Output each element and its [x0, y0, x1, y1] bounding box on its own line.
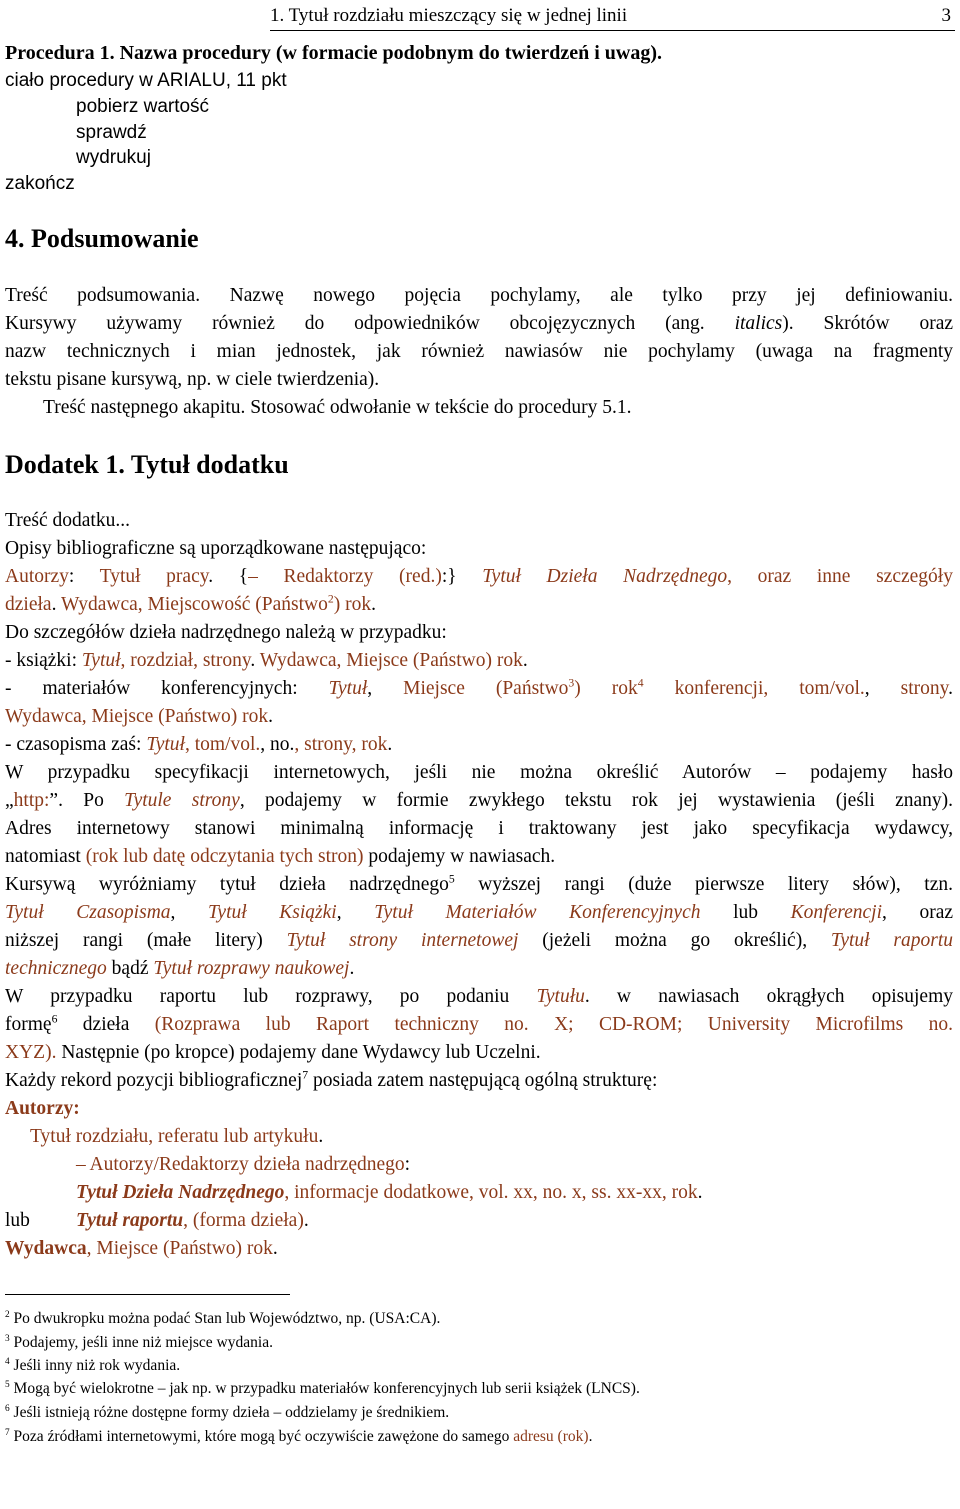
- bib-format-line: dzieła. Wydawca, Miejscowość (Państwo$^2$) rok.: [5, 592, 376, 615]
- appendix-line: W przypadku specyfikacji internetowych, jeśli nie można określić Autorów – podajemy hasło: [5, 762, 953, 783]
- structure-publisher: Wydawca, Miejsce (Państwo) rok.: [5, 1238, 278, 1259]
- footnote: $^5$ Mogą być wielokrotne – jak np. w przypadku materiałów konferencyjnych lub serii książek (LNCS).: [5, 1379, 640, 1397]
- appendix-line: „http:”. Po Tytule strony, podajemy w formie zwykłego tekstu rok jej wystawienia (jeśli znany).: [5, 790, 953, 811]
- footnote: $^4$ Jeśli inny niż rok wydania.: [5, 1356, 181, 1374]
- appendix-line: formę$^6$ dzieła (Rozprawa lub Raport techniczny no. X; CD-ROM; University Microfilms no.: [5, 1012, 953, 1035]
- section-heading-summary: 4. Podsumowanie: [5, 224, 199, 253]
- appendix-line: Każdy rekord pozycji bibliograficznej$^7$ posiada zatem następującą ogólną strukturę:: [5, 1068, 658, 1091]
- procedure-step: pobierz wartość: [76, 96, 210, 117]
- procedure-heading: Procedura 1. Nazwa procedury (w formacie podobnym do twierdzeń i uwag).: [5, 42, 662, 64]
- appendix-line: Kursywą wyróżniamy tytuł dzieła nadrzędnego$^5$ wyższej rangi (duże pierwsze litery słów), tzn.: [5, 872, 954, 895]
- procedure-step: wydrukuj: [76, 147, 151, 168]
- procedure-body-intro: ciało procedury w ARIALU, 11 pkt: [5, 70, 287, 91]
- page-number: 3: [941, 5, 951, 26]
- footnote: $^2$ Po dwukropku można podać Stan lub Województwo, np. (USA:CA).: [5, 1309, 441, 1327]
- structure-title: Tytuł rozdziału, referatu lub artykułu.: [30, 1126, 324, 1147]
- footnote: $^6$ Jeśli istnieją różne dostępne formy dzieła – oddzielamy je średnikiem.: [5, 1403, 450, 1421]
- appendix-line: Adres internetowy stanowi minimalną informację i traktowany jest jako specyfikacja wydawcy,: [5, 818, 953, 839]
- footnote-rule: [5, 1294, 290, 1295]
- appendix-line: technicznego bądź Tytuł rozprawy naukowej.: [5, 958, 355, 979]
- footnote: $^3$ Podajemy, jeśli inne niż miejsce wydania.: [5, 1333, 273, 1351]
- bib-journal-line: - czasopisma zaś: Tytuł, tom/vol., no., strony, rok.: [5, 734, 393, 755]
- procedure-step: sprawdź: [76, 122, 147, 143]
- structure-report-title: Tytuł raportu, (forma dzieła).: [76, 1210, 309, 1231]
- appendix-line: natomiast (rok lub datę odczytania tych stron) podajemy w nawiasach.: [5, 846, 556, 867]
- appendix-line: niższej rangi (małe litery) Tytuł strony internetowej (jeżeli można go określić), Tytuł raportu: [5, 930, 953, 951]
- appendix-line: XYZ). Następnie (po kropce) podajemy dane Wydawcy lub Uczelni.: [5, 1042, 541, 1063]
- structure-report: lub: [5, 1210, 30, 1231]
- bib-book-line: - książki: Tytuł, rozdział, strony. Wydawca, Miejsce (Państwo) rok.: [5, 650, 528, 671]
- running-header: [270, 2, 955, 30]
- summary-paragraph-line: tekstu pisane kursywą, np. w ciele twierdzenia).: [5, 369, 380, 390]
- section-heading-appendix: Dodatek 1. Tytuł dodatku: [5, 450, 289, 479]
- footnote: $^7$ Poza źródłami internetowymi, które mogą być oczywiście zawężone do samego adresu (rok).: [5, 1427, 593, 1445]
- header-rule: [270, 30, 955, 31]
- appendix-line: W przypadku raportu lub rozprawy, po podaniu Tytułu. w nawiasach okrągłych opisujemy: [5, 986, 953, 1007]
- bib-format-line: Autorzy: Tytuł pracy. {– Redaktorzy (red.):} Tytuł Dzieła Nadrzędnego, oraz inne szczegóły: [5, 566, 953, 587]
- appendix-line: Opisy bibliograficzne są uporządkowane następująco:: [5, 538, 427, 559]
- structure-editors: – Autorzy/Redaktorzy dzieła nadrzędnego:: [76, 1154, 411, 1175]
- appendix-line: Treść dodatku...: [5, 510, 130, 531]
- summary-paragraph-line: nazw technicznych i mian jednostek, jak również nawiasów nie pochylamy (uwaga na fragmenty: [5, 341, 953, 362]
- bib-conference-line: Wydawca, Miejsce (Państwo) rok.: [5, 706, 273, 727]
- summary-paragraph-2: Treść następnego akapitu. Stosować odwołanie w tekście do procedury 5.1.: [43, 397, 632, 418]
- bib-conference-line: - materiałów konferencyjnych: Tytuł, Miejsce (Państwo$^3$) rok$^4$ konferencji, tom/vol., strony.: [5, 676, 954, 699]
- appendix-line: Tytuł Czasopisma, Tytuł Książki, Tytuł Materiałów Konferencyjnych lub Konferencji, oraz: [5, 902, 954, 923]
- header-chapter-title: 1. Tytuł rozdziału mieszczący się w jednej linii: [270, 5, 628, 26]
- structure-parent-work: Tytuł Dzieła Nadrzędnego, informacje dodatkowe, vol. xx, no. x, ss. xx-xx, rok.: [76, 1182, 703, 1203]
- appendix-line: Do szczegółów dzieła nadrzędnego należą w przypadku:: [5, 622, 447, 643]
- summary-paragraph-line: Treść podsumowania. Nazwę nowego pojęcia pochylamy, ale tylko przy jej definiowaniu.: [5, 285, 953, 306]
- summary-paragraph-line: Kursywy używamy również do odpowiedników obcojęzycznych (ang. italics). Skrótów oraz: [5, 313, 954, 334]
- procedure-end: zakończ: [5, 173, 75, 194]
- structure-authors: Autorzy:: [5, 1098, 80, 1119]
